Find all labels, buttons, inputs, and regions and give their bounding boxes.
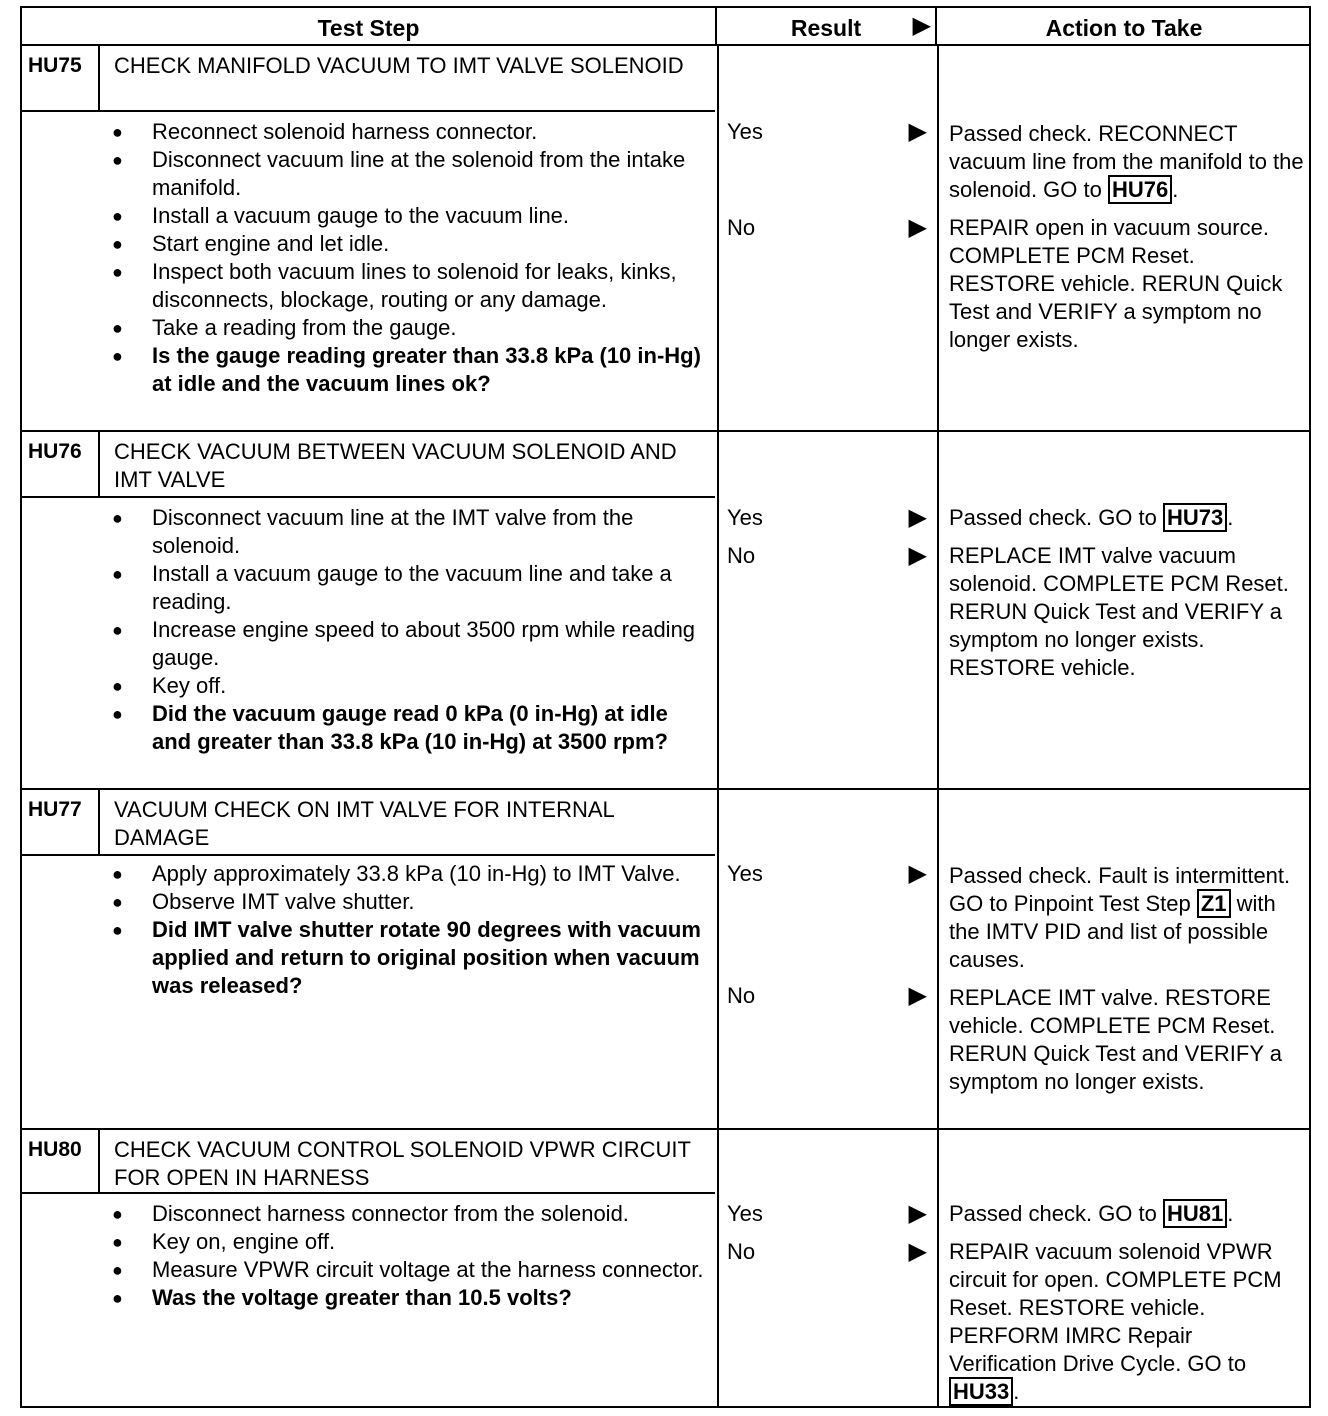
result-yes-label: Yes	[727, 861, 763, 886]
instruction-item: ● Install a vacuum gauge to the vacuum line.	[112, 202, 707, 230]
arrow-right-icon: ▶	[908, 1238, 927, 1265]
result-no	[727, 214, 927, 242]
step-instructions	[112, 118, 707, 398]
result-no-label: No	[727, 1239, 756, 1264]
instruction-item: ● Start engine and let idle.	[112, 230, 707, 258]
step-reference[interactable]: HU33	[949, 1377, 1013, 1406]
step-title-row	[22, 46, 715, 112]
instruction-item: ● Key on, engine off.	[112, 1228, 707, 1256]
instruction-question: ● Is the gauge reading greater than 33.8 kPa (10 in-Hg) at idle and the vacuum lines ok?	[112, 342, 707, 398]
action-text: Passed check. GO to	[949, 505, 1163, 530]
arrow-right-icon: ▶	[908, 118, 927, 145]
step-reference[interactable]: HU73	[1163, 503, 1227, 532]
result-cell	[717, 432, 939, 788]
arrow-right-icon: ▶	[908, 982, 927, 1009]
instruction-item: ● Apply approximately 33.8 kPa (10 in-Hg) to IMT Valve.	[112, 860, 707, 888]
result-cell	[717, 1130, 939, 1406]
test-block-hu75	[20, 46, 1311, 432]
instruction-question: ● Did IMT valve shutter rotate 90 degrees with vacuum applied and return to original position when vacuum was released?	[112, 916, 707, 1000]
result-yes	[727, 860, 927, 888]
arrow-right-icon: ▶	[908, 1200, 927, 1227]
action-text: .	[1227, 1201, 1234, 1226]
header-test-step: Test Step	[22, 8, 717, 44]
result-no-label: No	[727, 215, 756, 240]
action-text: .	[1013, 1379, 1020, 1404]
step-cell	[22, 432, 719, 788]
step-instructions	[112, 1200, 707, 1312]
action-text: Passed check. Fault is intermittent. GO to Pinpoint Test Step	[949, 863, 1291, 916]
action-cell	[937, 432, 1311, 788]
step-title-row	[22, 1130, 715, 1194]
arrow-right-icon: ▶	[908, 214, 927, 241]
action-text: Passed check. RECONNECT vacuum line from the manifold to the solenoid. GO to	[949, 121, 1304, 202]
step-reference[interactable]: HU76	[1108, 175, 1172, 204]
step-code: HU80	[22, 1130, 100, 1192]
instruction-item: ● Observe IMT valve shutter.	[112, 888, 707, 916]
step-instructions	[112, 504, 707, 756]
arrow-right-icon: ▶	[908, 504, 927, 531]
instruction-item: ● Key off.	[112, 672, 707, 700]
action-text: with the IMTV PID and list of possible causes.	[949, 891, 1276, 972]
action-text: .	[1172, 177, 1179, 202]
step-title: CHECK VACUUM BETWEEN VACUUM SOLENOID AND IMT VALVE	[114, 439, 677, 492]
result-no	[727, 982, 927, 1010]
action-yes	[949, 120, 1305, 204]
result-yes	[727, 1200, 927, 1228]
test-block-hu80	[20, 1130, 1311, 1408]
action-yes	[949, 862, 1305, 974]
instruction-question: ● Was the voltage greater than 10.5 volts?	[112, 1284, 707, 1312]
action-text: REPAIR vacuum solenoid VPWR circuit for open. COMPLETE PCM Reset. RESTORE vehicle. PERFORM IMRC Repair Verification Drive Cycle. GO to	[949, 1239, 1282, 1376]
result-yes-label: Yes	[727, 1201, 763, 1226]
action-text: .	[1227, 505, 1234, 530]
step-cell	[22, 790, 719, 1128]
result-no	[727, 542, 927, 570]
result-yes	[727, 118, 927, 146]
instruction-item: ● Inspect both vacuum lines to solenoid for leaks, kinks, disconnects, blockage, routing or any damage.	[112, 258, 707, 314]
result-cell	[717, 46, 939, 430]
step-code: HU77	[22, 790, 100, 854]
action-no: REPLACE IMT valve vacuum solenoid. COMPLETE PCM Reset. RERUN Quick Test and VERIFY a symptom no longer exists. RESTORE vehicle.	[949, 543, 1289, 680]
result-no-label: No	[727, 983, 756, 1008]
step-cell	[22, 46, 719, 430]
step-reference[interactable]: Z1	[1197, 889, 1231, 918]
test-block-hu76	[20, 432, 1311, 790]
arrow-right-icon: ▶	[912, 12, 931, 39]
header-action: Action to Take	[1045, 15, 1203, 41]
instruction-item: ● Measure VPWR circuit voltage at the harness connector.	[112, 1256, 707, 1284]
arrow-right-icon: ▶	[908, 542, 927, 569]
instruction-item: ● Disconnect vacuum line at the IMT valve from the solenoid.	[112, 504, 707, 560]
action-cell	[937, 790, 1311, 1128]
instruction-question: ● Did the vacuum gauge read 0 kPa (0 in-Hg) at idle and greater than 33.8 kPa (10 in-Hg) at 3500 rpm?	[112, 700, 707, 756]
step-instructions	[112, 860, 707, 1000]
action-no: REPAIR open in vacuum source. COMPLETE PCM Reset. RESTORE vehicle. RERUN Quick Test and VERIFY a symptom no longer exists.	[949, 215, 1283, 352]
header-result-label: Result	[790, 15, 862, 41]
instruction-item: ● Install a vacuum gauge to the vacuum line and take a reading.	[112, 560, 707, 616]
result-yes	[727, 504, 927, 532]
action-text: Passed check. GO to	[949, 1201, 1163, 1226]
instruction-item: ● Disconnect harness connector from the solenoid.	[112, 1200, 707, 1228]
instruction-item: ● Disconnect vacuum line at the solenoid from the intake manifold.	[112, 146, 707, 202]
table-header	[20, 6, 1311, 46]
step-reference[interactable]: HU81	[1163, 1199, 1227, 1228]
step-code: HU76	[22, 432, 100, 496]
instruction-item: ● Increase engine speed to about 3500 rpm while reading gauge.	[112, 616, 707, 672]
instruction-item: ● Take a reading from the gauge.	[112, 314, 707, 342]
arrow-right-icon: ▶	[908, 860, 927, 887]
action-yes	[949, 1200, 1305, 1228]
step-cell	[22, 1130, 719, 1406]
result-yes-label: Yes	[727, 505, 763, 530]
header-result	[717, 8, 937, 44]
step-title: CHECK MANIFOLD VACUUM TO IMT VALVE SOLENOID	[114, 53, 684, 78]
instruction-item: ● Reconnect solenoid harness connector.	[112, 118, 707, 146]
step-title: VACUUM CHECK ON IMT VALVE FOR INTERNAL DAMAGE	[114, 797, 614, 850]
step-code: HU75	[22, 46, 100, 110]
action-cell	[937, 1130, 1311, 1406]
action-no: REPLACE IMT valve. RESTORE vehicle. COMPLETE PCM Reset. RERUN Quick Test and VERIFY a symptom no longer exists.	[949, 985, 1282, 1094]
step-title-row	[22, 790, 715, 856]
result-no-label: No	[727, 543, 756, 568]
test-block-hu77	[20, 790, 1311, 1130]
step-title: CHECK VACUUM CONTROL SOLENOID VPWR CIRCUIT FOR OPEN IN HARNESS	[114, 1137, 691, 1190]
result-yes-label: Yes	[727, 119, 763, 144]
action-yes	[949, 504, 1305, 532]
action-cell	[937, 46, 1311, 430]
step-title-row	[22, 432, 715, 498]
result-cell	[717, 790, 939, 1128]
result-no	[727, 1238, 927, 1266]
action-no	[949, 1238, 1305, 1406]
